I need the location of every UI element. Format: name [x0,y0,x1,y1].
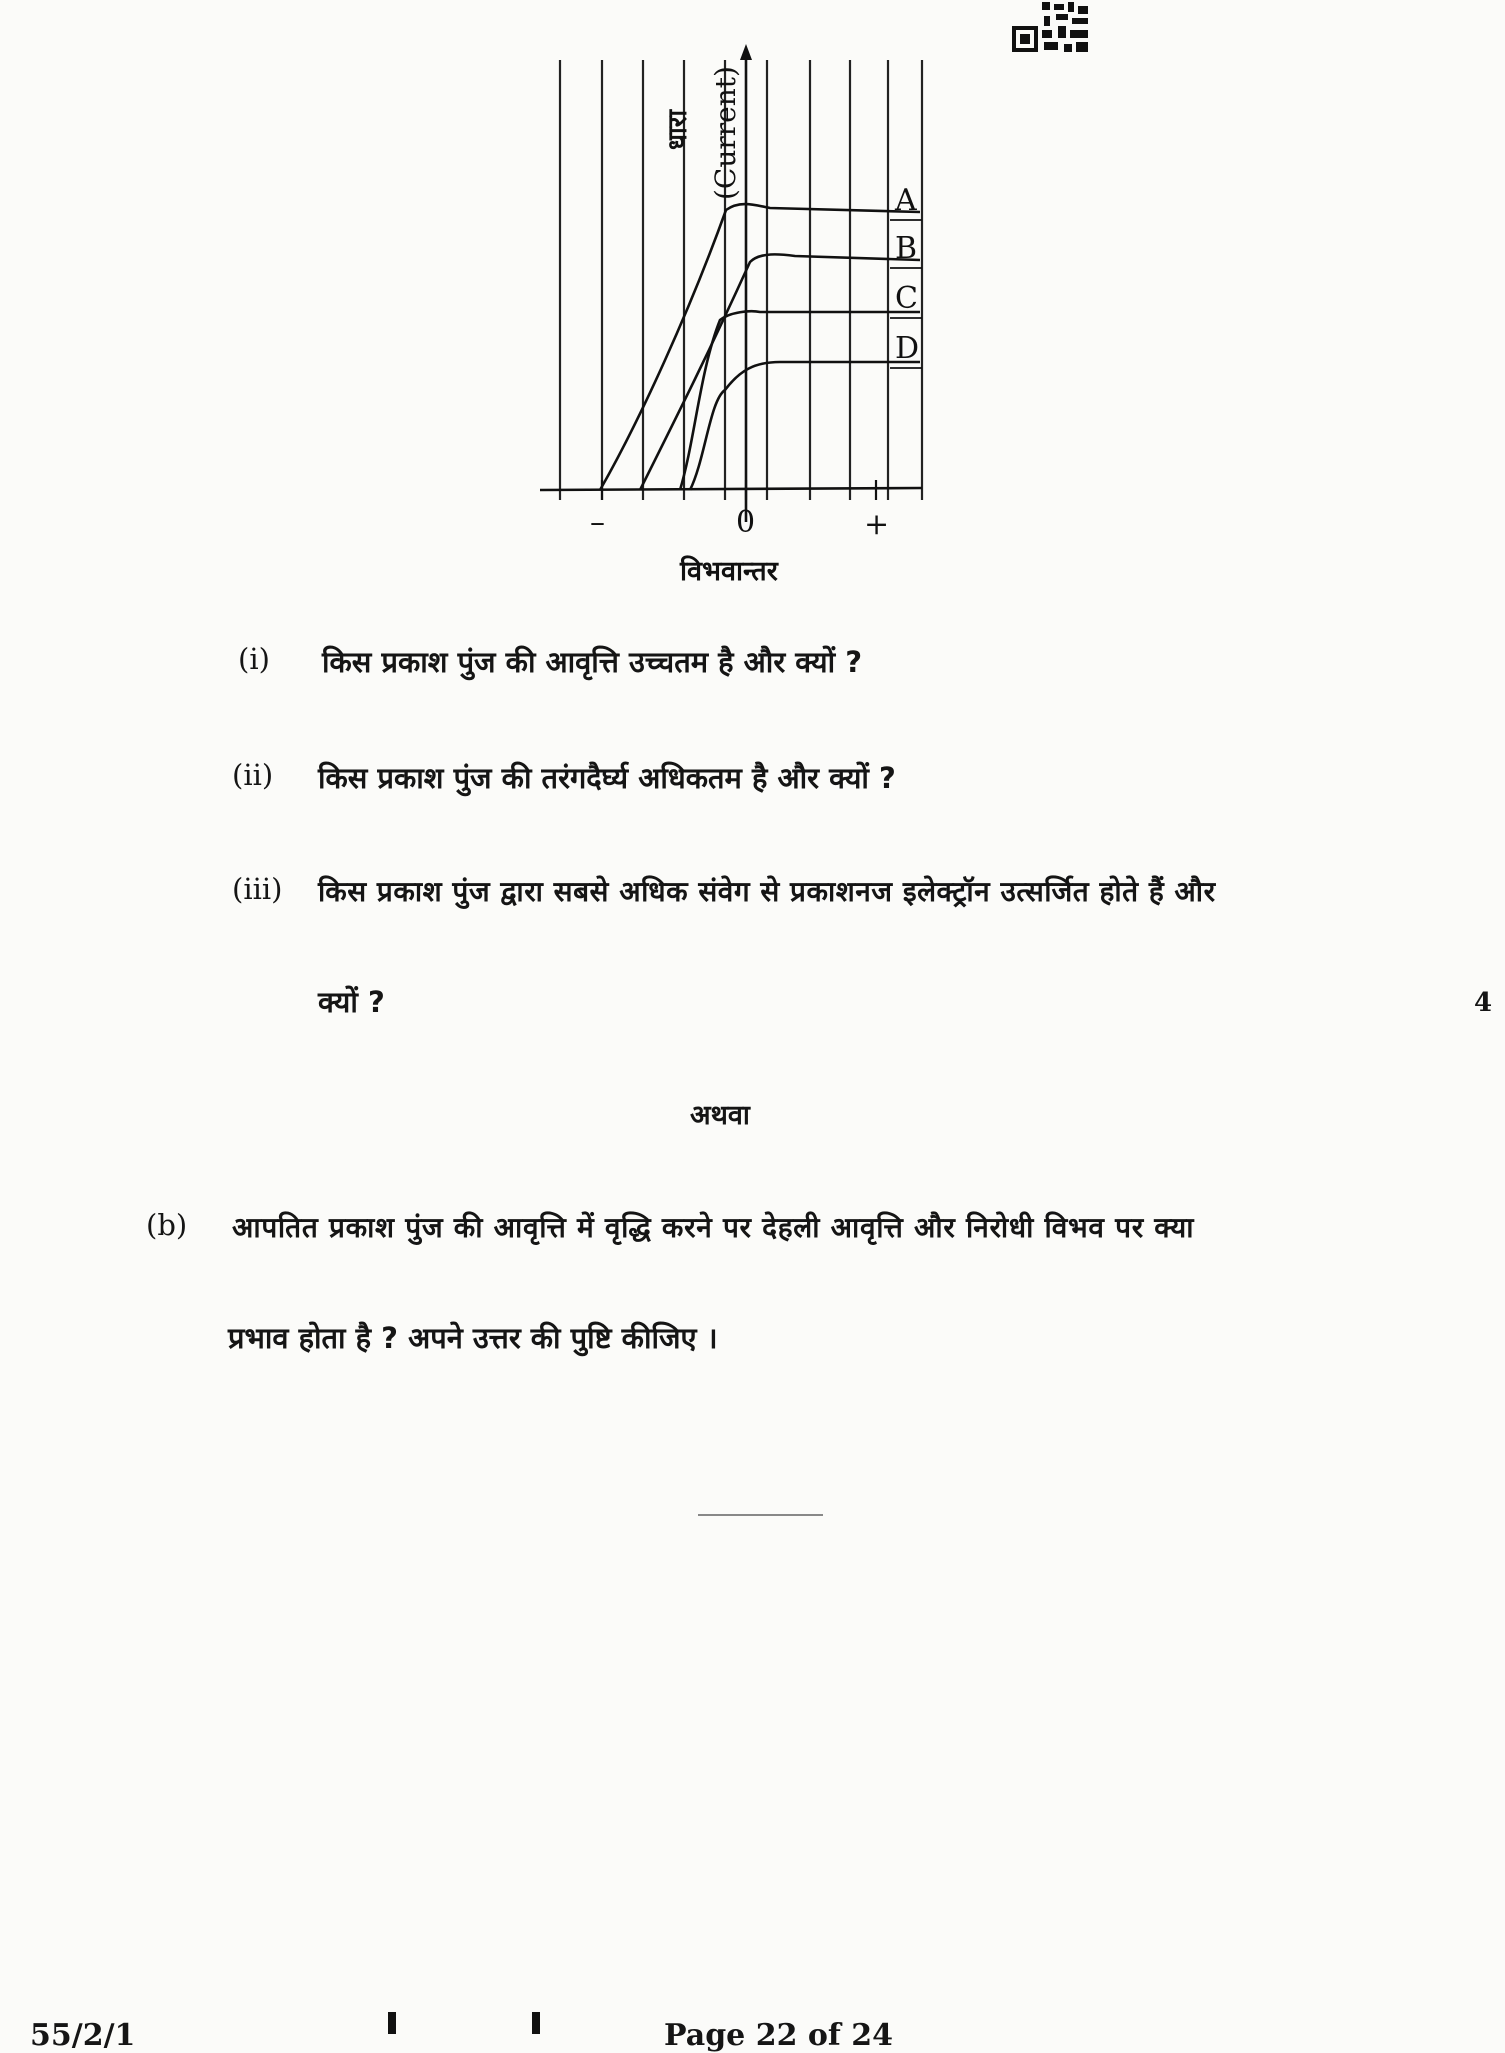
question-ii-number: (ii) [232,758,274,792]
question-iii-text-line1: किस प्रकाश पुंज द्वारा सबसे अधिक संवेग से प्रकाशनज इलेक्ट्रॉन उत्सर्जित होते हैं और [318,875,1216,908]
question-iii-text-line2: क्यों ? [318,985,385,1019]
footer-bar-left [388,2012,396,2034]
qr-code [1010,0,1092,56]
y-axis-label-english: (Current) [709,66,742,200]
tick-label-plus: + [864,507,890,542]
photocurrent-graph [540,40,940,600]
part-b-text-line1: आपतित प्रकाश पुंज की आवृत्ति में वृद्धि करने पर देहली आवृत्ति और निरोधी विभव पर क्या [232,1211,1195,1244]
question-iii-number: (iii) [232,872,283,906]
question-i-number: (i) [238,642,270,676]
or-label: अथवा [690,1100,750,1131]
curve-label-b: B [895,231,918,266]
part-b-number: (b) [146,1208,188,1242]
curve-label-c: C [895,281,918,316]
x-axis-label: विभवान्तर [680,556,778,587]
question-ii-text: किस प्रकाश पुंज की तरंगदैर्घ्य अधिकतम है और क्यों ? [318,761,896,795]
curve-b [640,254,920,490]
y-axis-label-hindi: धारा [663,109,693,150]
current-axis-arrow [740,44,752,60]
end-rule [698,1514,823,1516]
curve-label-a: A [895,183,917,218]
footer-bar-right [532,2012,540,2034]
tick-label-minus: – [590,505,605,540]
voltage-axis [540,488,922,490]
tick-label-zero: 0 [736,505,756,540]
part-b-text-line2: प्रभाव होता है ? अपने उत्तर की पुष्टि कीजिए । [228,1321,718,1355]
page-number: Page 22 of 24 [664,2018,893,2053]
curve-label-d: D [895,331,920,366]
marks: 4 [1474,988,1493,1018]
curve-a [600,204,920,490]
paper-code: 55/2/1 [30,2018,136,2053]
question-i-text: किस प्रकाश पुंज की आवृत्ति उच्चतम है और क्यों ? [322,645,863,679]
